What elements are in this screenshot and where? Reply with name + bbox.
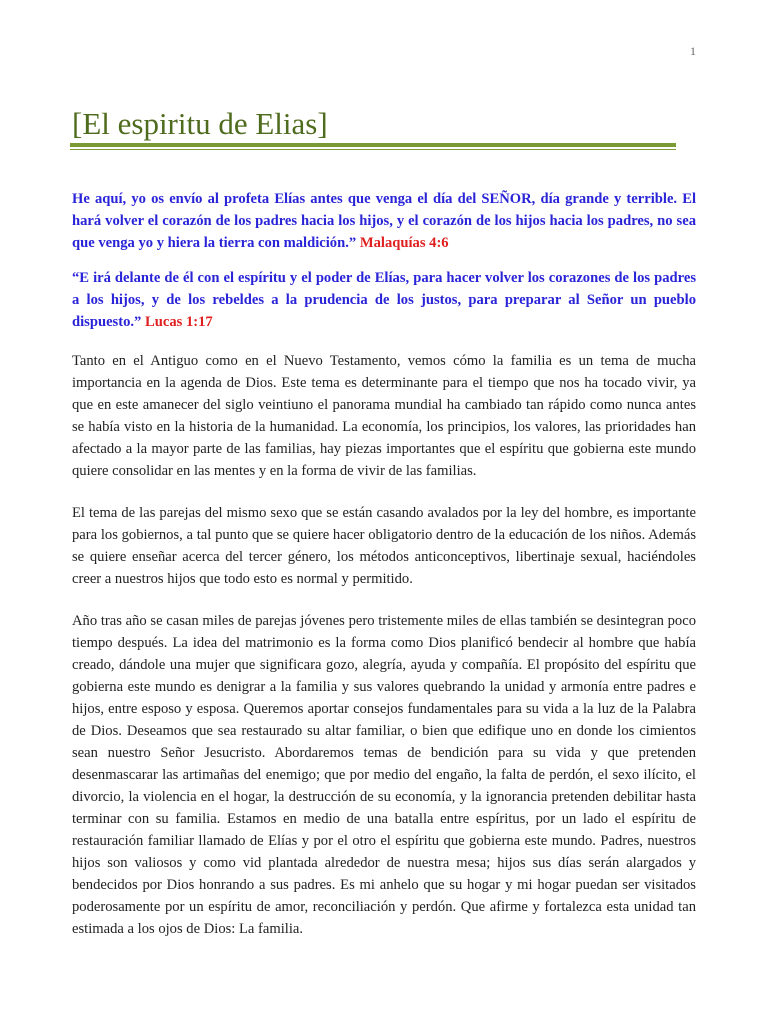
body-paragraph-2: El tema de las parejas del mismo sexo que se están casando avalados por la ley del hombre, es importante para los gobiernos, a tal punto que se quiere hacer obligatorio dentro de la educación de los niños. Además se quiere enseñar acerca del tercer género, los métodos anticonceptivos, libertinaje sexual, haciéndoles creer a nuestros hijos que todo esto es normal y permitido.: [72, 505, 696, 587]
body-paragraph-1: Tanto en el Antiguo como en el Nuevo Testamento, vemos cómo la familia es un tema de mucha importancia en la agenda de Dios. Este tema es determinante para el tiempo que nos ha tocado vivir, ya que en este amanecer del siglo veintiuno el panorama mundial ha cambiado tan rápido como nunca antes se había visto en la historia de la humanidad. La economía, los principios, los valores, las prioridades han afectado a la mayor parte de las familias, hay piezas importantes que el espíritu que gobierna este mundo quiere consolidar en las mentes y en la forma de vivir de las familias.: [72, 353, 696, 479]
verse-lucas: [72, 267, 696, 333]
title-rule-thin: [70, 149, 676, 150]
page-number: 1: [690, 44, 696, 58]
verse-malaquias: [72, 188, 696, 254]
verse-reference: Lucas 1:17: [145, 314, 213, 330]
verse-reference: Malaquías 4:6: [359, 235, 449, 251]
body-paragraph-3: Año tras año se casan miles de parejas jóvenes pero tristemente miles de ellas también se desintegran poco tiempo después. La idea del matrimonio es la forma como Dios planificó bendecir al hombre que había creado, dándole una mujer que significara gozo, alegría, ayuda y compañía. El propósito del espíritu que gobierna este mundo es denigrar a la familia y sus valores quebrando la unidad y armonía entre padres e hijos, entre esposo y esposa. Queremos aportar consejos fundamentales para su vida a la luz de la Palabra de Dios. Deseamos que sea restaurado su altar familiar, o bien que edifique uno en donde los cimientos sean nuestro Señor Jesucristo. Abordaremos temas de bendición para su vida y que pretenden desenmascarar las artimañas del enemigo; que por medio del engaño, la falta de perdón, el sexo ilícito, el divorcio, la violencia en el hogar, la destrucción de su economía, y la ignorancia pretenden debilitar hasta terminar con su familia. Estamos en medio de una batalla entre espíritus, por un lado el espíritu de restauración familiar llamado de Elías y por el otro el espíritu que gobierna este mundo. Padres, nuestros hijos son valiosos y como vid plantada alrededor de nuestra mesa; hijos sus días serán alargados y bendecidos por Dios honrando a sus padres. Es mi anhelo que su hogar y mi hogar puedan ser visitados poderosamente por un espíritu de amor, reconciliación y perdón. Que afirme y fortalezca esta unidad tan estimada a los ojos de Dios: La familia.: [72, 613, 696, 937]
verse-text: “E irá delante de él con el espíritu y el poder de Elías, para hacer volver los corazones de los padres a los hijos, y de los rebeldes a la prudencia de los justos, para preparar al Señor un pueblo dispuesto.”: [72, 270, 696, 330]
document-body: [72, 188, 696, 960]
title-rule-thick: [70, 143, 676, 147]
verse-text: He aquí, yo os envío al profeta Elías antes que venga el día del SEÑOR, día grande y terrible. El hará volver el corazón de los padres hacia los hijos, y el corazón de los hijos hacia los padres, no sea que venga yo y hiera la tierra con maldición.”: [72, 191, 696, 251]
document-title: [El espiritu de Elias]: [72, 106, 328, 141]
